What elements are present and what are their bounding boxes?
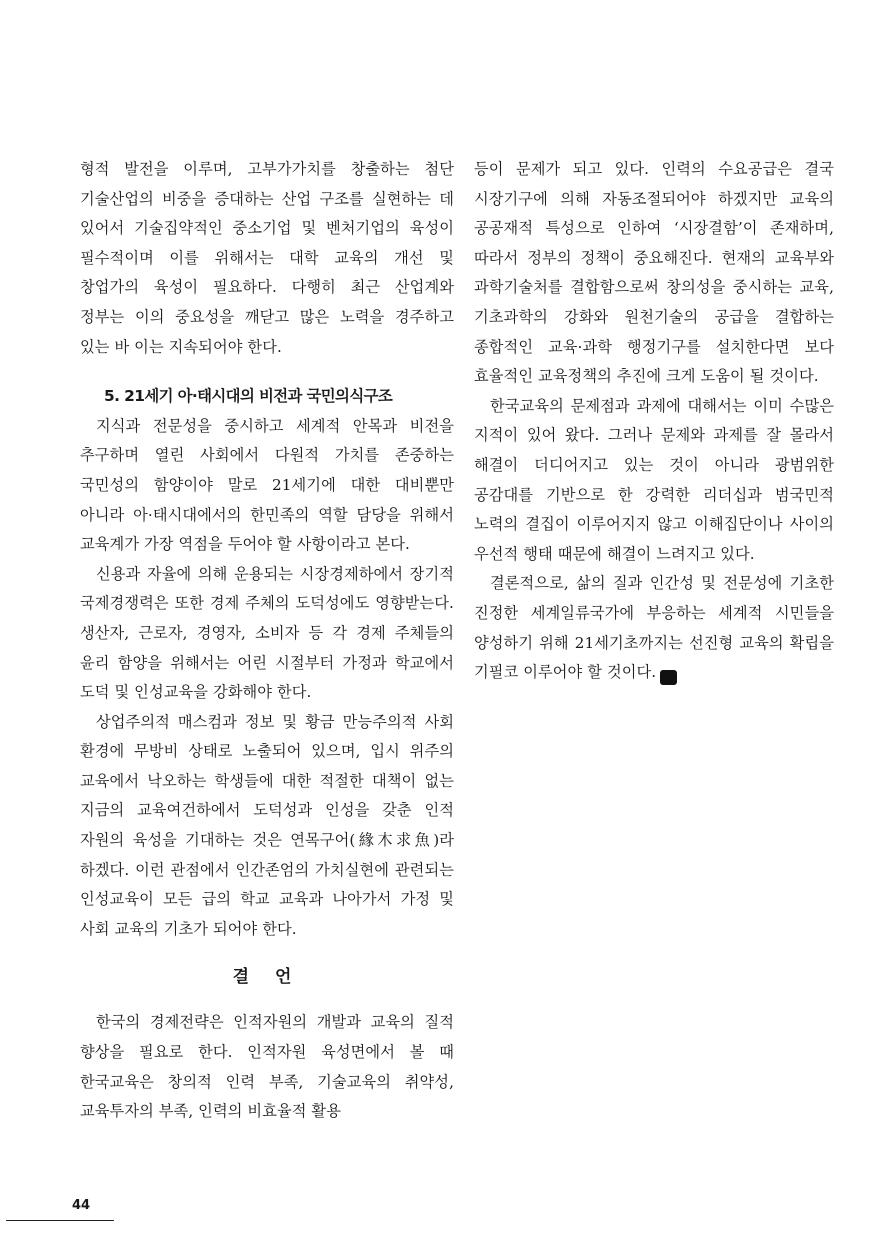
end-of-article-mark-icon: KRD bbox=[660, 670, 677, 685]
paragraph-right-3-text: 결론적으로, 삶의 질과 인간성 및 전문성에 기초한 진정한 세계일류국가에 부응하는 세계적 시민들을 양성하기 위해 21세기초까지는 선진형 교육의 확립을 기필코 이루어야 할 것이다. bbox=[474, 574, 834, 682]
conclusion-heading: 결 언 bbox=[232, 967, 302, 988]
left-column bbox=[80, 155, 454, 1127]
paragraph-left-2: 지식과 전문성을 중시하고 세계적 안목과 비전을 추구하며 열린 사회에서 다원적 가치를 존중하는 국민성의 함양이야 말로 21세기에 대한 대비뿐만 아니라 아·태시대에서의 한민족의 역할 담당을 위해서 교육계가 가장 역점을 두어야 할 사항이라고 본다. bbox=[80, 416, 454, 554]
footer-rule bbox=[6, 1220, 114, 1221]
page-number: 44 bbox=[72, 1198, 91, 1213]
paragraph-right-3 bbox=[474, 569, 834, 687]
right-column bbox=[474, 155, 834, 688]
paragraph-right-1: 등이 문제가 되고 있다. 인력의 수요공급은 결국 시장기구에 의해 자동조절되어야 하겠지만 교육의 공공재적 특성으로 인하여 ‘시장결함’이 존재하며, 따라서 정부의 정책이 중요해진다. 현재의 교육부와 과학기술처를 결합함으로써 창의성을 중시하는 교육, 기초과학의 강화와 원천기술의 공급을 결합하는 종합적인 교육·과학 행정기구를 설치한다면 보다 효율적인 교육정책의 추진에 크게 도움이 될 것이다. bbox=[474, 160, 834, 386]
paragraph-left-4: 상업주의적 매스컴과 정보 및 황금 만능주의적 사회 환경에 무방비 상태로 노출되어 있으며, 입시 위주의 교육에서 낙오하는 학생들에 대한 적절한 대책이 없는 지금의 교육여건하에서 도덕성과 인성을 갖춘 인적 자원의 육성을 기대하는 것은 연목구어(緣木求魚)라 하겠다. 이런 관점에서 인간존엄의 가치실현에 관련되는 인성교육이 모든 급의 학교 교육과 나아가서 가정 및 사회 교육의 기초가 되어야 한다. bbox=[80, 712, 454, 938]
paragraph-left-5: 한국의 경제전략은 인적자원의 개발과 교육의 질적 향상을 필요로 한다. 인적자원 육성면에서 볼 때 한국교육은 창의적 인력 부족, 기술교육의 취약성, 교육투자의 부족, 인력의 비효율적 활용 bbox=[80, 1013, 454, 1121]
paragraph-left-3: 신용과 자율에 의해 운용되는 시장경제하에서 장기적 국제경쟁력은 또한 경제 주체의 도덕성에도 영향받는다. 생산자, 근로자, 경영자, 소비자 등 각 경제 주체들의 윤리 함양을 위해서는 어린 시절부터 가정과 학교에서 도덕 및 인성교육을 강화해야 한다. bbox=[80, 564, 454, 702]
paragraph-left-1: 형적 발전을 이루며, 고부가가치를 창출하는 첨단 기술산업의 비중을 증대하는 산업 구조를 실현하는 데 있어서 기술집약적인 중소기업 및 벤처기업의 육성이 필수적이며 이를 위해서는 대학 교육의 개선 및 창업가의 육성이 필요하다. 다행히 최근 산업계와 정부는 이의 중요성을 깨닫고 많은 노력을 경주하고 있는 바 이는 지속되어야 한다. bbox=[80, 160, 454, 356]
section-5-heading: 5. 21세기 아·태시대의 비전과 국민의식구조 bbox=[104, 387, 393, 406]
paragraph-right-2: 한국교육의 문제점과 과제에 대해서는 이미 수많은 지적이 있어 왔다. 그러나 문제와 과제를 잘 몰라서 해결이 더디어지고 있는 것이 아니라 광범위한 공감대를 기반으로 한 강력한 리더십과 범국민적 노력의 결집이 이루어지지 않고 이해집단이나 사이의 우선적 행태 때문에 해결이 느려지고 있다. bbox=[474, 396, 834, 563]
